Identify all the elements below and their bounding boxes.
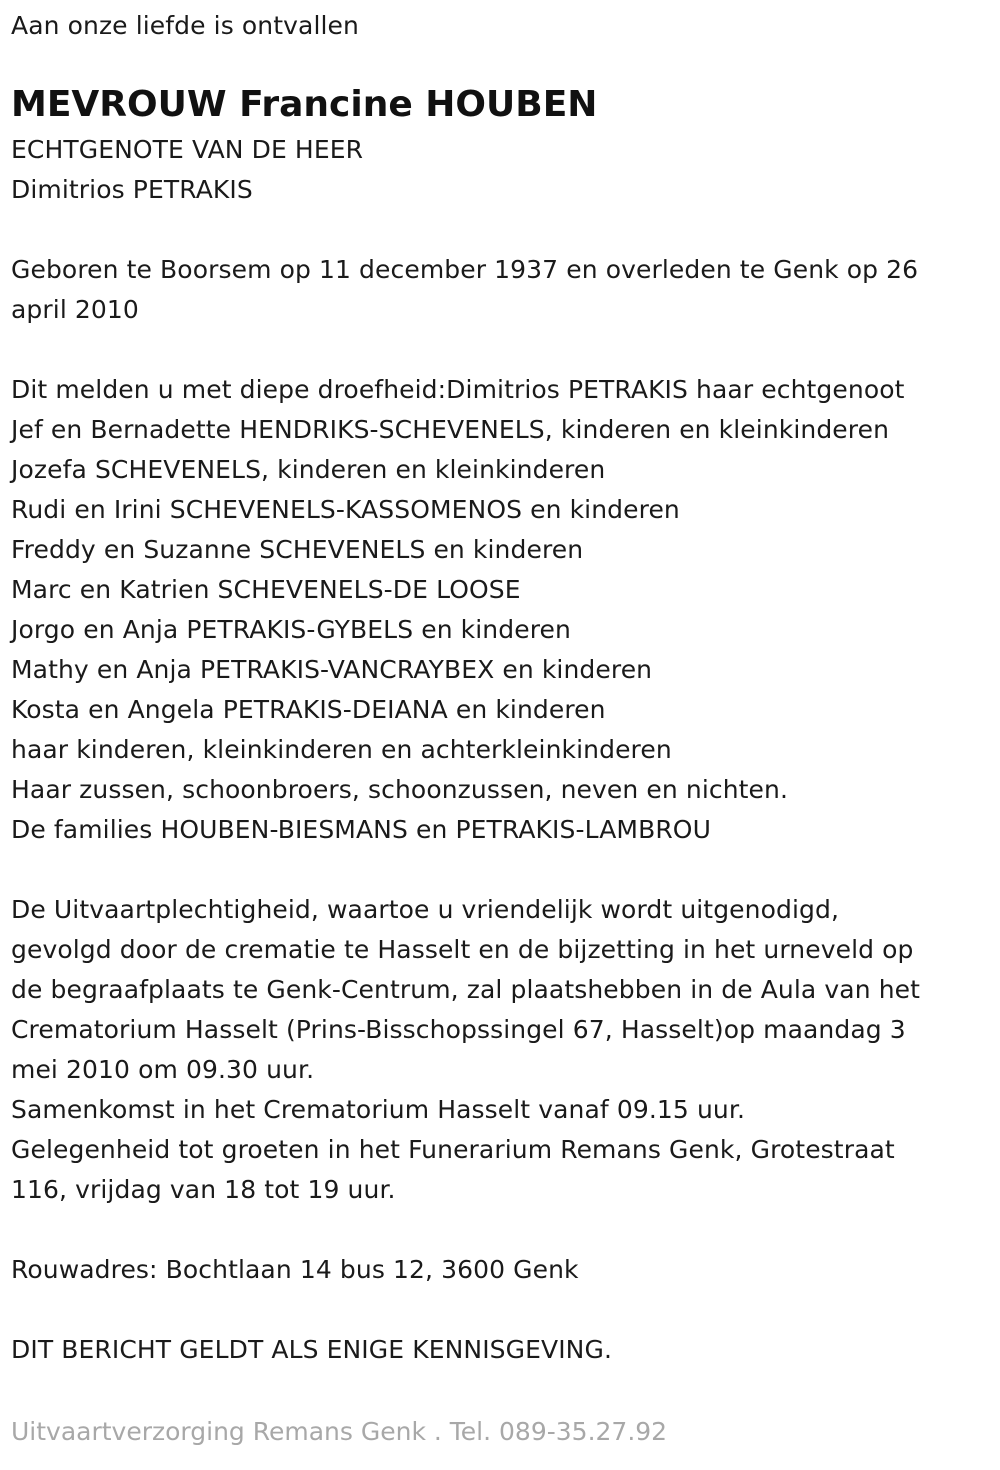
birth-death-line: Geboren te Boorsem op 11 december 1937 en overleden te Genk op 26 [11, 255, 919, 284]
ceremony-line: gevolgd door de crematie te Hasselt en de bijzetting in het urneveld op [11, 935, 914, 964]
intro-text: Aan onze liefde is ontvallen [11, 11, 359, 40]
ceremony-line: mei 2010 om 09.30 uur. [11, 1055, 315, 1084]
mourner-line: De families HOUBEN-BIESMANS en PETRAKIS-LAMBROU [11, 815, 711, 844]
mourner-line: Marc en Katrien SCHEVENELS-DE LOOSE [11, 575, 521, 604]
mourner-line: Jozefa SCHEVENELS, kinderen en kleinkinderen [11, 455, 606, 484]
ceremony-line: Samenkomst in het Crematorium Hasselt vanaf 09.15 uur. [11, 1095, 746, 1124]
spacer [11, 1210, 1000, 1250]
mourner-line: Mathy en Anja PETRAKIS-VANCRAYBEX en kinderen [11, 655, 653, 684]
ceremony-line: Crematorium Hasselt (Prins-Bisschopssingel 67, Hasselt)op maandag 3 [11, 1015, 906, 1044]
spouse-name: Dimitrios PETRAKIS [11, 175, 253, 204]
spacer [11, 210, 1000, 250]
ceremony-line: 116, vrijdag van 18 tot 19 uur. [11, 1175, 396, 1204]
mourner-line: Freddy en Suzanne SCHEVENELS en kinderen [11, 535, 584, 564]
mourner-line: Jorgo en Anja PETRAKIS-GYBELS en kinderen [11, 615, 571, 644]
spacer [11, 1290, 1000, 1330]
mourner-line: haar kinderen, kleinkinderen en achterkleinkinderen [11, 735, 672, 764]
birth-death-section [11, 250, 1000, 330]
spacer [11, 850, 1000, 890]
spacer [11, 330, 1000, 370]
ceremony-line: de begraafplaats te Genk-Centrum, zal plaatshebben in de Aula van het [11, 975, 921, 1004]
ceremony-line: Gelegenheid tot groeten in het Funerarium Remans Genk, Grotestraat [11, 1135, 895, 1164]
ceremony-section [11, 890, 1000, 1210]
mourner-line: Rudi en Irini SCHEVENELS-KASSOMENOS en kinderen [11, 495, 680, 524]
ceremony-line: De Uitvaartplechtigheid, waartoe u vriendelijk wordt uitgenodigd, [11, 895, 839, 924]
notice-text: DIT BERICHT GELDT ALS ENIGE KENNISGEVING. [11, 1335, 612, 1364]
mourning-address: Rouwadres: Bochtlaan 14 bus 12, 3600 Genk [11, 1255, 579, 1284]
mourner-line: Dit melden u met diepe droefheid:Dimitrios PETRAKIS haar echtgenoot [11, 375, 905, 404]
mourner-line: Jef en Bernadette HENDRIKS-SCHEVENELS, kinderen en kleinkinderen [11, 415, 890, 444]
spouse-label: ECHTGENOTE VAN DE HEER [11, 135, 364, 164]
mourners-list [11, 370, 1000, 850]
mourner-line: Kosta en Angela PETRAKIS-DEIANA en kinderen [11, 695, 606, 724]
birth-death-line: april 2010 [11, 295, 139, 324]
mourner-line: Haar zussen, schoonbroers, schoonzussen, neven en nichten. [11, 775, 789, 804]
funeral-home-footer: Uitvaartverzorging Remans Genk . Tel. 089-35.27.92 [11, 1417, 668, 1446]
deceased-name: MEVROUW Francine HOUBEN [11, 84, 598, 125]
